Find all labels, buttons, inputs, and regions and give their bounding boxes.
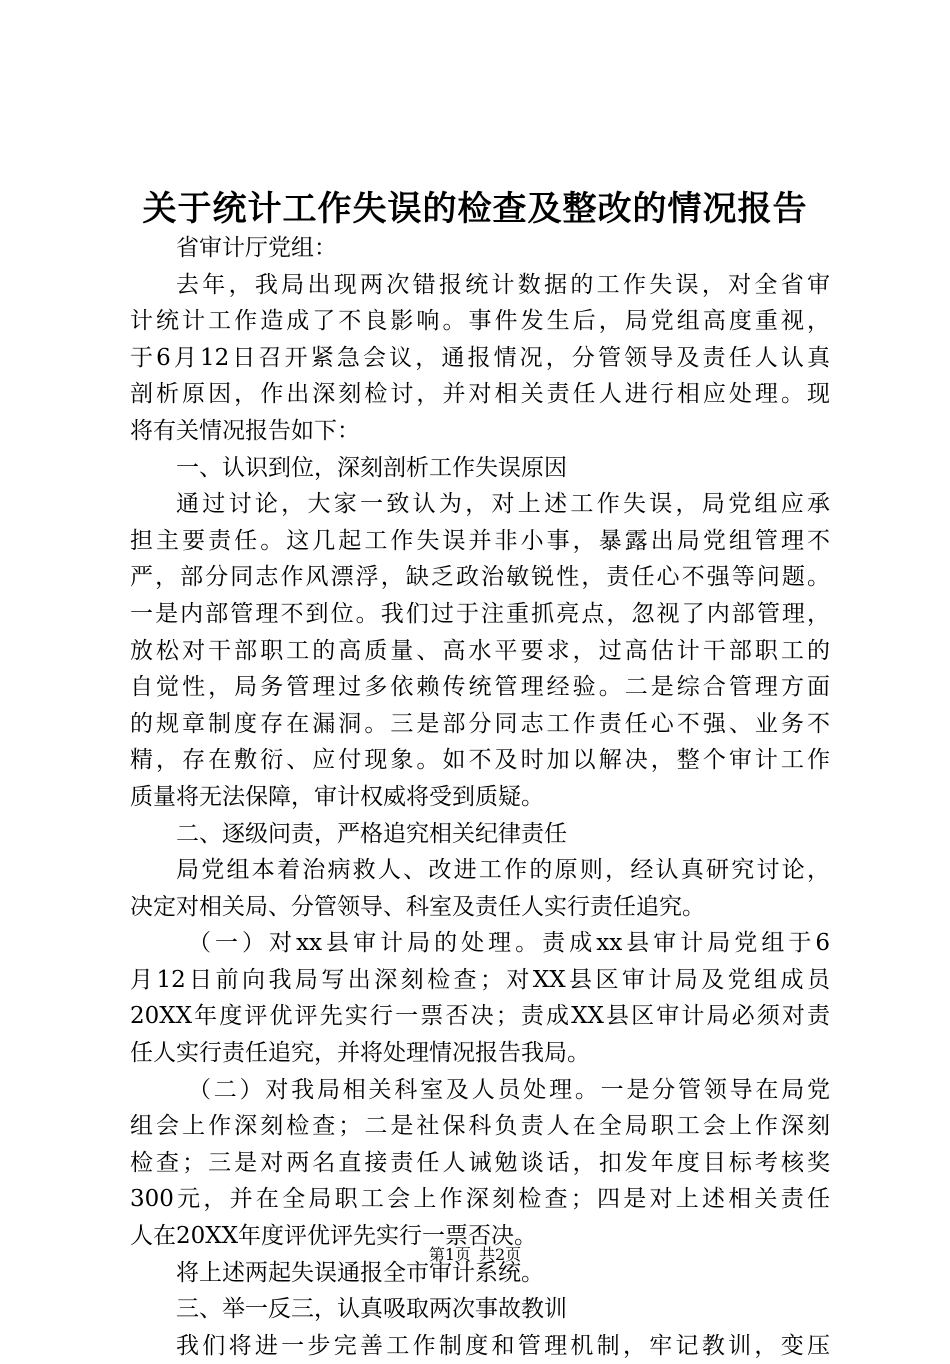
- salutation: 省审计厅党组：: [176, 235, 337, 261]
- paragraph-line: 我们将进一步完善工作制度和管理机制，牢记教训，变压: [176, 1332, 830, 1359]
- paragraph-line: 将上述两起失误通报全市审计系统。: [176, 1259, 544, 1286]
- paragraph-line: 检查；三是对两名直接责任人诫勉谈话，扣发年度目标考核奖: [130, 1149, 830, 1176]
- paragraph-line: 的规章制度存在漏洞。三是部分同志工作责任心不强、业务不: [130, 710, 830, 737]
- section-heading: 三、举一反三，认真吸取两次事故教训: [176, 1296, 567, 1323]
- paragraph-line: 通过讨论，大家一致认为，对上述工作失误，局党组应承: [176, 491, 830, 518]
- paragraph-line: 局党组本着治病救人、改进工作的原则，经认真研究讨论，: [176, 857, 830, 884]
- paragraph-line: 自觉性，局务管理过多依赖传统管理经验。二是综合管理方面: [130, 674, 830, 701]
- paragraph-line: 一是内部管理不到位。我们过于注重抓亮点，忽视了内部管理，: [130, 600, 830, 627]
- page-total: 共2页: [479, 1245, 522, 1264]
- paragraph-line: 于6月12日召开紧急会议，通报情况，分管领导及责任人认真: [130, 344, 830, 371]
- paragraph-line: 去年，我局出现两次错报统计数据的工作失误，对全省审: [176, 271, 830, 298]
- paragraph-line: 组会上作深刻检查；二是社保科负责人在全局职工会上作深刻: [130, 1113, 830, 1140]
- page-footer: [0, 1244, 950, 1266]
- paragraph-line: （一）对xx县审计局的处理。责成xx县审计局党组于6: [188, 930, 830, 957]
- paragraph-line: 任人实行责任追究，并将处理情况报告我局。: [130, 1040, 590, 1067]
- paragraph-line: （二）对我局相关科室及人员处理。一是分管领导在局党: [188, 1076, 830, 1103]
- paragraph-line: 放松对干部职工的高质量、高水平要求，过高估计干部职工的: [130, 637, 830, 664]
- section-heading: 二、逐级问责，严格追究相关纪律责任: [176, 820, 567, 847]
- paragraph-line: 20XX年度评优评先实行一票否决；责成XX县区审计局必须对责: [130, 1003, 830, 1030]
- paragraph-line: 人在20XX年度评优评先实行一票否决。: [130, 1223, 538, 1250]
- paragraph-line: 质量将无法保障，审计权威将受到质疑。: [130, 783, 544, 810]
- document-title: 关于统计工作失误的检查及整改的情况报告: [142, 189, 808, 229]
- paragraph-line: 精，存在敷衍、应付现象。如不及时加以解决，整个审计工作: [130, 747, 830, 774]
- paragraph-line: 严，部分同志作风漂浮，缺乏政治敏锐性，责任心不强等问题。: [130, 564, 830, 591]
- page-number: 第1页: [428, 1245, 471, 1264]
- paragraph-line: 担主要责任。这几起工作失误并非小事，暴露出局党组管理不: [130, 527, 830, 554]
- document-body: [130, 230, 830, 1364]
- paragraph-line: 将有关情况报告如下：: [130, 417, 360, 444]
- paragraph-line: 月12日前向我局写出深刻检查；对XX县区审计局及党组成员: [130, 966, 830, 993]
- paragraph-line: 剖析原因，作出深刻检讨，并对相关责任人进行相应处理。现: [130, 381, 830, 408]
- section-heading: 一、认识到位，深刻剖析工作失误原因: [176, 454, 567, 481]
- paragraph-line: 计统计工作造成了不良影响。事件发生后，局党组高度重视，: [130, 308, 830, 335]
- paragraph-line: 决定对相关局、分管领导、科室及责任人实行责任追究。: [130, 893, 705, 920]
- paragraph-line: 300元，并在全局职工会上作深刻检查；四是对上述相关责任: [130, 1186, 830, 1213]
